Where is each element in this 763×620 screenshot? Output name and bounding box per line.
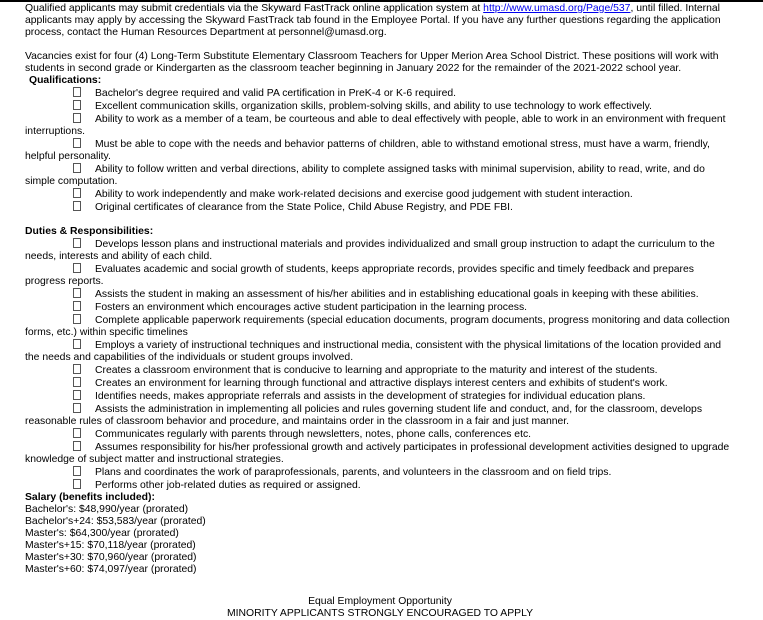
eeo-statement: Equal Employment Opportunity [308,596,452,607]
intro-text: Qualified applicants may submit credentials via the Skyward FastTrack online application system at [25,3,484,14]
bullet-box-icon [73,428,81,438]
bullet-box-icon [73,390,81,400]
bullet-box-icon [73,441,81,451]
qualification-item [25,188,735,201]
duty-item [25,466,735,479]
qualification-item-text: Ability to follow written and verbal directions, ability to complete assigned tasks with minimal supervision, ability to read, write, and do simple computation. [25,164,705,187]
bullet-box-icon [73,479,81,489]
duty-item [25,441,735,466]
duty-item-text: Creates a classroom environment that is conducive to learning and appropriate to the maturity and interest of the students. [95,365,658,376]
vacancy-statement: Vacancies exist for four (4) Long-Term Substitute Elementary Classroom Teachers for Upper Merion Area School District. These positions will work with students in second grade or Kindergarten as the classroom teacher beginning in January 2022 for the remainder of the 2021-2022 school year. [25,51,719,74]
qualification-item [25,138,735,163]
duty-item [25,364,735,377]
bullet-box-icon [73,263,81,273]
bullet-box-icon [73,238,81,248]
qualification-item-text: Original certificates of clearance from the State Police, Child Abuse Registry, and PDE FBI. [95,202,513,213]
duty-item-text: Plans and coordinates the work of paraprofessionals, parents, and volunteers in the classroom and on field trips. [95,467,612,478]
salary-line: Master's+30: $70,960/year (prorated) [25,552,197,563]
top-rule [0,0,763,2]
qualification-item [25,163,735,188]
duty-item-text: Complete applicable paperwork requirements (special education documents, program documents, progress monitoring and data collection forms, etc.) within specific timelines [25,315,730,338]
salary-line: Bachelor's+24: $53,583/year (prorated) [25,516,206,527]
qualification-item [25,113,735,138]
duty-item [25,238,735,263]
application-intro [25,3,735,39]
duty-item-text: Evaluates academic and social growth of students, keeps appropriate records, provides specific and timely feedback and prepares progress reports. [25,264,694,287]
bullet-box-icon [73,301,81,311]
duty-item-text: Creates an environment for learning through functional and attractive displays interest centers and exhibits of student's work. [95,378,668,389]
duty-item-text: Employs a variety of instructional techniques and instructional media, consistent with the physical limitations of the location provided and the needs and capabilities of the individuals or student groups involved. [25,340,722,363]
bullet-box-icon [73,339,81,349]
bullet-box-icon [73,403,81,413]
qualifications-list [25,87,735,214]
duty-item-text: Performs other job-related duties as required or assigned. [95,480,361,491]
intro-text-continued: , until filled. Internal applicants may apply by accessing the Skyward FastTrack tab found in the Employee Portal. If you have any further questions regarding the application process, contact the Human Resources Department at personnel@umasd.org. [25,3,721,38]
duties-heading: Duties & Responsibilities: [25,226,154,237]
qualification-item-text: Excellent communication skills, organization skills, problem-solving skills, and ability to use technology to work effectively. [95,101,652,112]
duty-item-text: Assumes responsibility for his/her professional growth and actively participates in professional development activities designed to upgrade knowledge of subject matter and instructional strategies. [25,442,730,465]
duty-item-text: Develops lesson plans and instructional materials and provides individualized and small group instruction to adapt the curriculum to the needs, interests and ability of each child. [25,239,715,262]
duty-item [25,263,735,288]
duty-item [25,314,735,339]
duty-item [25,339,735,364]
qualification-item-text: Ability to work independently and make work-related decisions and exercise good judgement with student interaction. [95,189,633,200]
duty-item-text: Communicates regularly with parents through newsletters, notes, phone calls, conferences etc. [95,429,532,440]
bullet-box-icon [73,100,81,110]
salary-line: Bachelor's: $48,990/year (prorated) [25,504,189,515]
bullet-box-icon [73,364,81,374]
salary-list [25,504,735,576]
salary-line: Master's: $64,300/year (prorated) [25,528,179,539]
duty-item [25,301,735,314]
duty-item [25,377,735,390]
duty-item [25,288,735,301]
bullet-box-icon [73,466,81,476]
duty-item [25,403,735,428]
duty-item-text: Identifies needs, makes appropriate referrals and assists in the development of strategies for individual education plans. [95,391,646,402]
duty-item [25,390,735,403]
qualification-item [25,201,735,214]
duties-list [25,238,735,492]
duty-item-text: Assists the administration in implementing all policies and rules governing student life and conduct, and, for the classroom, develops reasonable rules of classroom behavior and procedure, and maintains order in the classroom in a fair and just manner. [25,404,703,427]
bullet-box-icon [73,113,81,123]
duty-item-text: Fosters an environment which encourages active student participation in the learning process. [95,302,528,313]
minority-applicants-statement: MINORITY APPLICANTS STRONGLY ENCOURAGED TO APPLY [226,608,534,619]
salary-heading: Salary (benefits included): [25,492,155,503]
application-link[interactable]: http://www.umasd.org/Page/537 [483,3,631,14]
bullet-box-icon [73,163,81,173]
bullet-box-icon [73,188,81,198]
duty-item [25,479,735,492]
duty-item-text: Assists the student in making an assessment of his/her abilities and in establishing educational goals in keeping with these abilities. [95,289,699,300]
bullet-box-icon [73,138,81,148]
qualification-item [25,100,735,113]
bullet-box-icon [73,87,81,97]
salary-line: Master's+15: $70,118/year (prorated) [25,540,196,551]
qualification-item-text: Ability to work as a member of a team, be courteous and able to deal effectively with people, able to work in an environment with frequent interruptions. [25,114,726,137]
qualification-item [25,87,735,100]
qualifications-heading: Qualifications: [29,75,102,86]
salary-line: Master's+60: $74,097/year (prorated) [25,564,197,575]
bullet-box-icon [73,201,81,211]
duty-item [25,428,735,441]
bullet-box-icon [73,377,81,387]
qualification-item-text: Bachelor's degree required and valid PA certification in PreK-4 or K-6 required. [95,88,457,99]
qualification-item-text: Must be able to cope with the needs and behavior patterns of children, able to withstand emotional stress, must have a warm, friendly, helpful personality. [25,139,710,162]
job-posting-document [25,3,735,620]
bullet-box-icon [73,288,81,298]
bullet-box-icon [73,314,81,324]
